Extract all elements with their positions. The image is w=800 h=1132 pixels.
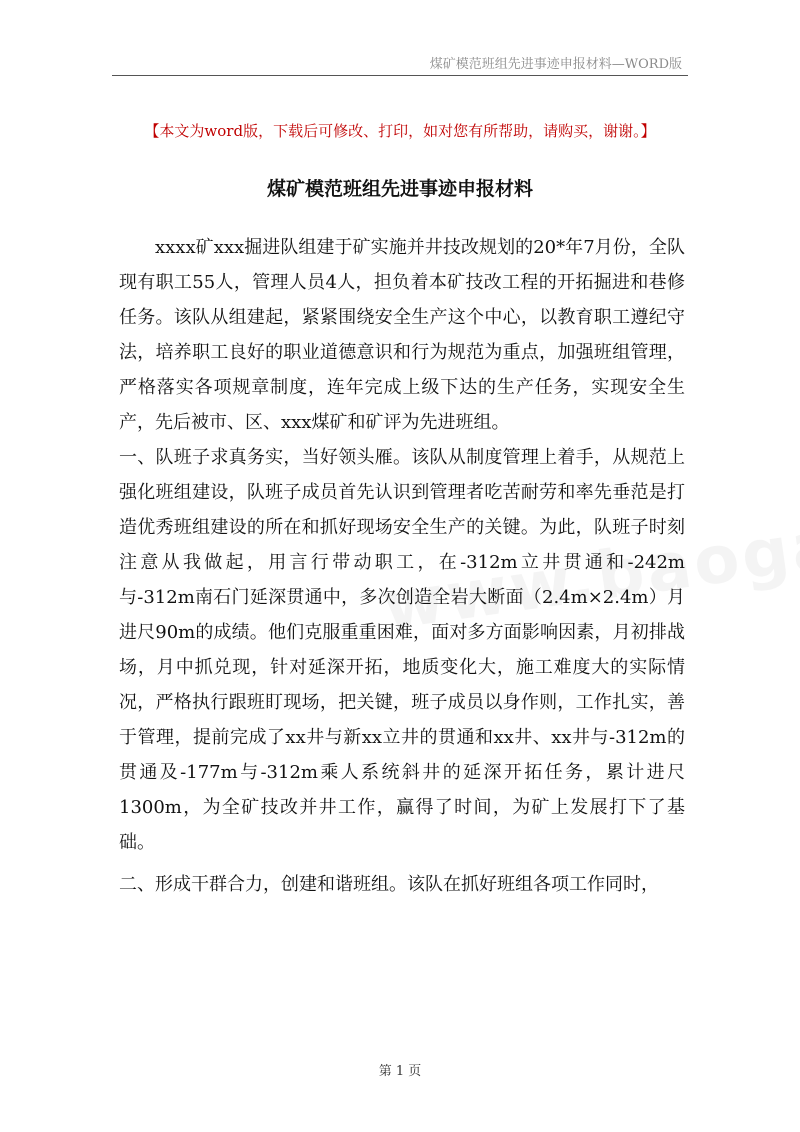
- page-number: 第 1 页: [378, 1064, 422, 1079]
- running-header: 煤矿模范班组先进事迹申报材料—WORD版: [429, 57, 682, 72]
- document-body: [119, 230, 685, 902]
- document-title: 煤矿模范班组先进事迹申报材料: [266, 178, 533, 200]
- download-notice: 【本文为word版，下载后可修改、打印，如对您有所帮助，请购买，谢谢。】: [144, 122, 656, 140]
- paragraph-section-1: 一、队班子求真务实，当好领头雁。该队从制度管理上着手，从规范上强化班组建设，队班子成员首先认识到管理者吃苦耐劳和率先垂范是打造优秀班组建设的所在和抓好现场安全生产的关键。为此，队班子时刻注意从我做起，用言行带动职工，在-312m立井贯通和-242m与-312m南石门延深贯通中，多次创造全岩大断面（2.4m×2.4m）月进尺90m的成绩。他们克服重重困难，面对多方面影响因素，月初排战场，月中抓兑现，针对延深开拓，地质变化大，施工难度大的实际情况，严格执行跟班盯现场，把关键，班子成员以身作则，工作扎实，善于管理，提前完成了xx井与新xx立井的贯通和xx井、xx井与-312m的贯通及-177m与-312m乘人系统斜井的延深开拓任务，累计进尺1300m，为全矿技改并井工作，赢得了时间，为矿上发展打下了基础。: [119, 447, 685, 853]
- paragraph-section-2: 二、形成干群合力，创建和谐班组。该队在抓好班组各项工作同时，: [119, 874, 659, 895]
- header-rule: [112, 75, 688, 76]
- paragraph-intro: xxxx矿xxx掘进队组建于矿实施并井技改规划的20*年7月份，全队现有职工55人，管理人员4人，担负着本矿技改工程的开拓掘进和巷修任务。该队从组建起，紧紧围绕安全生产这个中心，以教育职工遵纪守法，培养职工良好的职业道德意识和行为规范为重点，加强班组管理，严格落实各项规章制度，连年完成上级下达的生产任务，实现安全生产，先后被市、区、xxx煤矿和矿评为先进班组。: [119, 237, 685, 433]
